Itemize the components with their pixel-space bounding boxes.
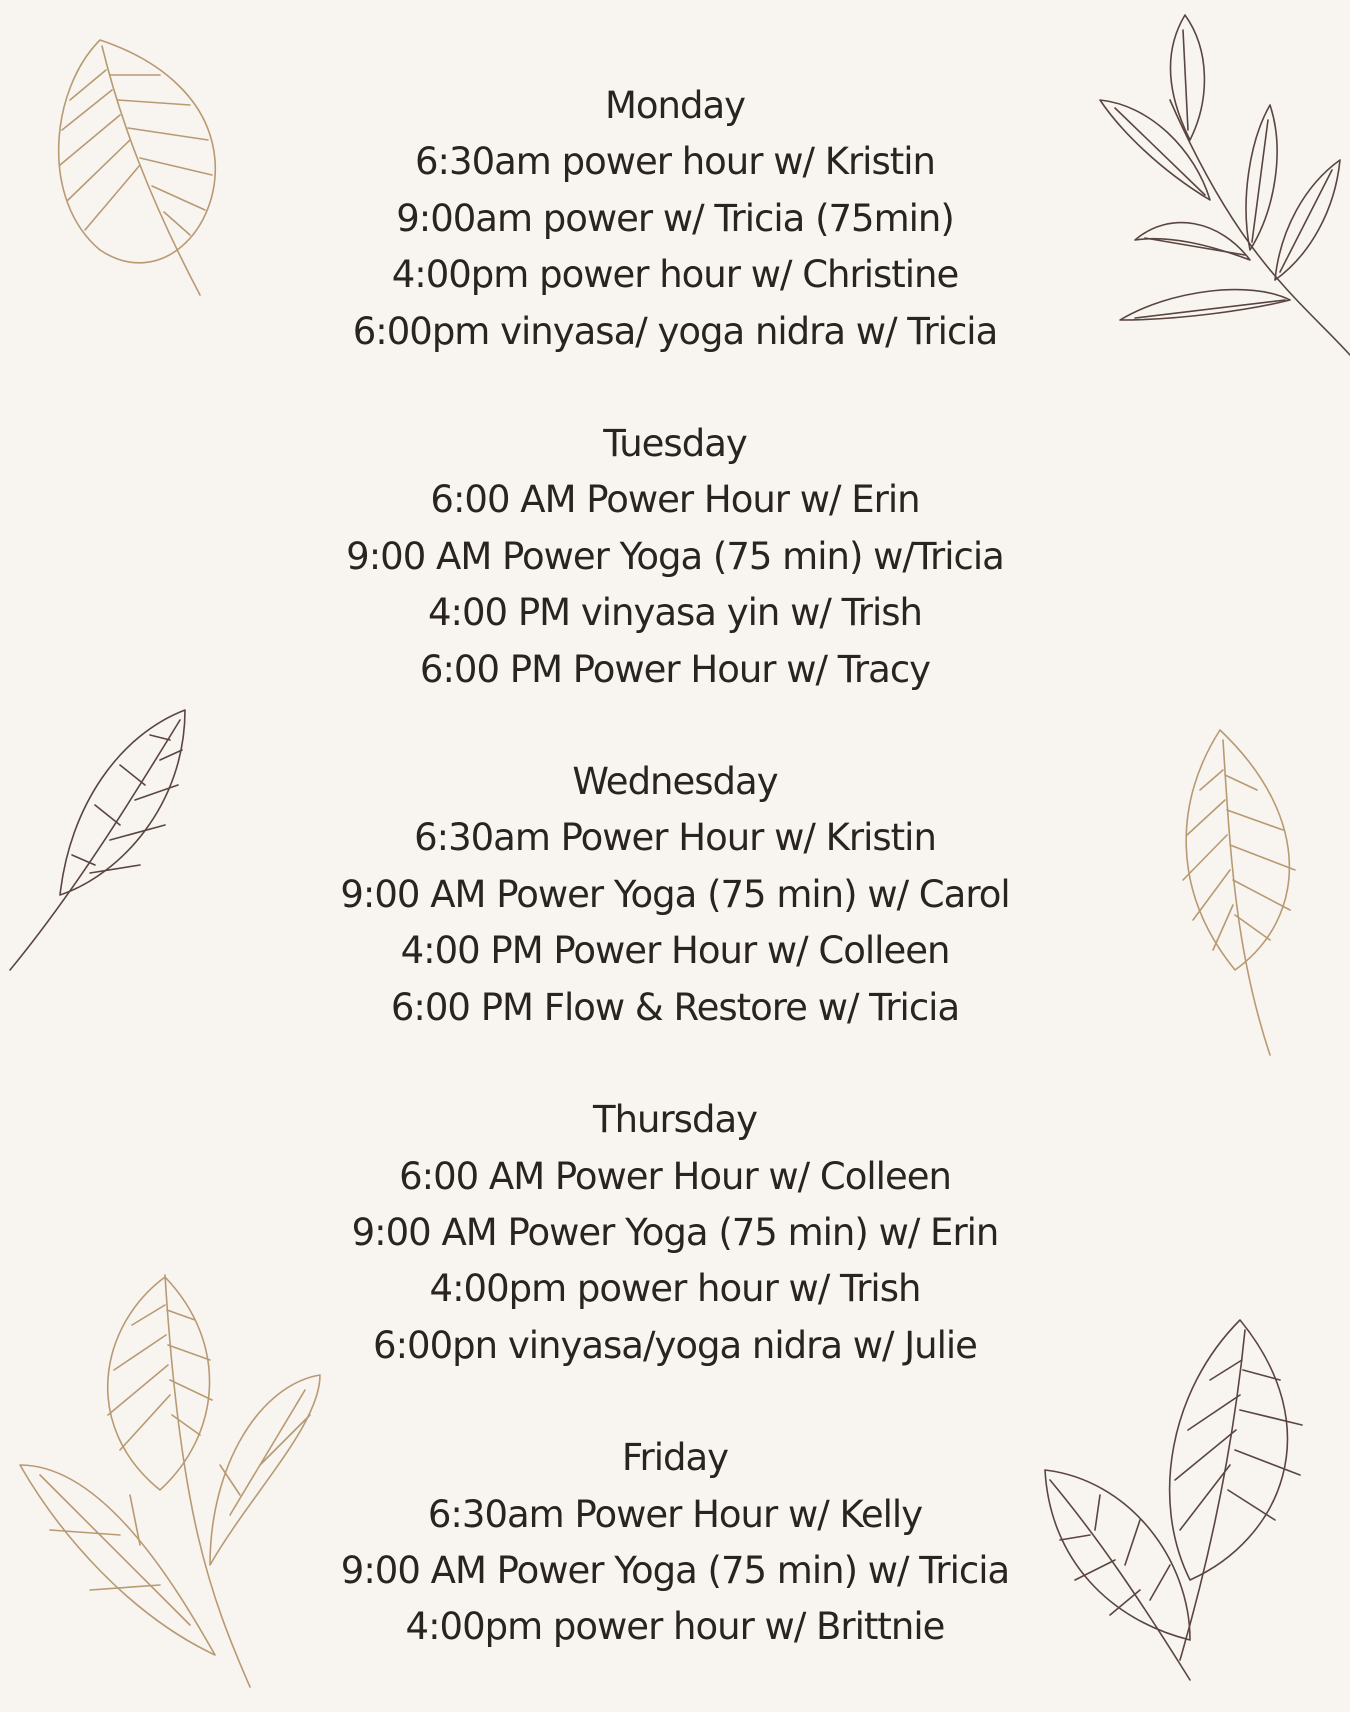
class-entry: 6:30am Power Hour w/ Kristin bbox=[414, 816, 936, 860]
class-entry: 6:00pn vinyasa/yoga nidra w/ Julie bbox=[373, 1323, 977, 1367]
class-entry: 6:00pm vinyasa/ yoga nidra w/ Tricia bbox=[352, 309, 998, 353]
class-entry: 9:00 AM Power Yoga (75 min) w/ Erin bbox=[351, 1210, 999, 1254]
class-entry: 9:00 AM Power Yoga (75 min) w/ Tricia bbox=[340, 1548, 1010, 1592]
class-entry: 4:00pm power hour w/ Trish bbox=[429, 1267, 921, 1311]
class-entry: 4:00pm power hour w/ Christine bbox=[391, 253, 959, 297]
day-name: Tuesday bbox=[603, 422, 747, 466]
day-name: Friday bbox=[621, 1436, 729, 1480]
day-name: Monday bbox=[604, 84, 746, 127]
class-entry: 6:00 PM Flow & Restore w/ Tricia bbox=[390, 985, 960, 1029]
day-name: Wednesday bbox=[572, 760, 778, 804]
class-entry: 4:00 PM vinyasa yin w/ Trish bbox=[427, 591, 922, 635]
day-block-tuesday bbox=[0, 416, 1350, 698]
day-block-monday bbox=[0, 78, 1350, 360]
class-entry: 9:00 AM Power Yoga (75 min) w/Tricia bbox=[346, 534, 1004, 578]
class-entry: 6:30am Power Hour w/ Kelly bbox=[427, 1492, 923, 1536]
day-name: Thursday bbox=[592, 1098, 758, 1142]
class-entry: 9:00 AM Power Yoga (75 min) w/ Carol bbox=[340, 872, 1010, 916]
day-block-wednesday bbox=[0, 754, 1350, 1036]
class-entry: 6:00 PM Power Hour w/ Tracy bbox=[419, 647, 931, 691]
class-entry: 6:30am power hour w/ Kristin bbox=[415, 140, 935, 184]
class-entry: 6:00 AM Power Hour w/ Erin bbox=[430, 478, 920, 522]
day-block-friday bbox=[0, 1430, 1350, 1656]
class-entry: 4:00pm power hour w/ Brittnie bbox=[405, 1605, 945, 1649]
class-entry: 4:00 PM Power Hour w/ Colleen bbox=[400, 929, 950, 973]
day-block-thursday bbox=[0, 1092, 1350, 1374]
class-schedule bbox=[0, 78, 1350, 1712]
class-entry: 9:00am power w/ Tricia (75min) bbox=[396, 196, 954, 240]
class-entry: 6:00 AM Power Hour w/ Colleen bbox=[399, 1154, 951, 1198]
